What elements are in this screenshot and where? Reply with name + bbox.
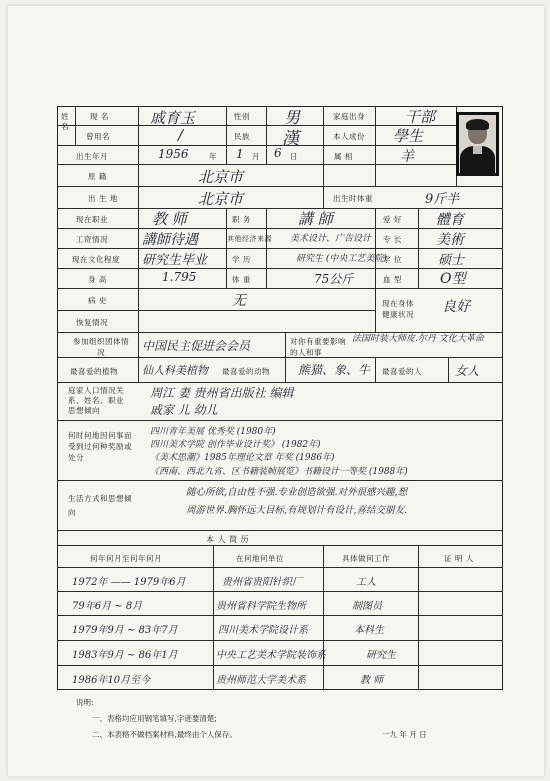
favorite-person-label: 最喜爱的人 [382,367,422,376]
specialty-label: 专 长 [383,235,402,244]
current-name-value: 戚育玉 [150,109,196,127]
salary-value: 講師待遇 [142,232,198,248]
col-divider [375,357,376,382]
row-divider [57,420,503,421]
birth-weight-value: 9斤半 [425,192,460,207]
resume-period: 1979年9月 ~ 83年7月 [72,625,178,636]
resume-col-unit: 在何地何单位 [236,554,284,563]
resume-period: 1983年9月 ~ 86年1月 [72,650,178,661]
month-label: 月 [252,152,260,161]
row-divider [57,591,503,592]
col-divider [75,106,76,145]
degree-label-value: 研究生 (中央工艺美院) [296,254,387,264]
resume-work: 工人 [356,577,376,588]
col-divider [375,288,376,332]
native-place-label: 原 籍 [88,172,107,181]
photo-figure-hair [466,119,489,130]
day-label: 日 [290,152,298,161]
health-label: 现在身体健康状况 [382,299,414,319]
row-divider [57,665,503,666]
portrait-photo [456,112,499,176]
current-name-label: 现 名 [90,112,109,121]
family-line2: 戚家 儿 幼儿 [150,403,218,417]
resume-col-work: 具体做何工作 [342,554,390,563]
col-divider [375,208,376,288]
row-divider [57,545,503,546]
illness-value: 无 [232,293,246,309]
favorite-animal-value: 熊猫、象、牛 [298,363,371,377]
resume-unit: 中央工艺美术学院装饰系 [216,650,326,661]
resume-work: 研究生 [366,650,396,661]
resume-unit: 贵州省科学院生物所 [216,601,306,612]
weight-value: 75公斤 [314,272,354,286]
col-divider [418,545,419,690]
row-divider [57,310,375,311]
resume-unit: 四川美术学院设计系 [218,625,308,636]
resume-unit: 贵州师范大学美术系 [216,675,306,686]
degree-label: 学 位 [383,255,402,264]
resume-work: 制图员 [352,601,382,612]
note-1: 一、表格均应用钢笔填写,字迹要清楚; [92,714,217,723]
lifestyle-line1: 随心所欲,自由性不强.专业创造欲强.对外很感兴趣,想 [186,487,408,498]
recovery-label: 恢复情况 [76,318,108,327]
resume-period: 1986年10月至今 [72,675,151,686]
weight-label: 体 重 [232,275,251,284]
lifestyle-label: 生活方式和思想倾向 [68,494,132,517]
personal-status-value: 學生 [393,127,424,145]
blood-type-value: O型 [440,271,466,287]
birthplace-value: 北京市 [198,190,244,208]
personal-status-label: 本人成份 [333,132,365,141]
col-divider [323,106,324,186]
family-label: 庭家人口情况关系、姓名、职业思想倾向 [68,386,124,415]
resume-period: 1972年 —— 1979年6月 [72,577,186,588]
gender-label: 性别 [234,112,250,121]
col-divider [266,106,267,164]
award-line1: 四川青年美展 优秀奖 (1980年) [150,427,276,437]
signature-date: 一九 年 月 日 [382,730,427,739]
favorite-plant-value: 仙人科美植物 [142,364,208,377]
col-divider [323,545,324,690]
year-label: 年 [209,152,217,161]
notes-heading: 说明: [76,698,94,707]
family-line1: 周江 妻 贵州省出版社 编辑 [150,386,294,400]
blood-type-label: 血 型 [383,275,402,284]
col-divider [226,208,227,288]
organizations-value: 中国民主促进会会员 [142,339,251,353]
education-value: 研究生毕业 [142,253,208,268]
award-line2: 四川美术学院 创作毕业设计奖》 (1982年) [150,440,321,450]
row-divider [57,332,503,333]
height-value: 1.795 [162,270,197,284]
row-divider [57,615,503,616]
birth-date-label: 出生年月 [76,152,108,161]
position-value: 講 師 [298,210,333,228]
ethnicity-label: 民族 [234,132,250,141]
family-origin-value: 干部 [405,108,436,126]
resume-work: 本科生 [354,625,384,636]
resume-work: 教 师 [360,675,384,686]
birth-weight-label: 出生时体重 [333,194,373,203]
resume-period: 79年6月 ~ 8月 [72,601,143,612]
birthplace-label: 出 生 地 [88,194,118,203]
height-label: 身 高 [88,275,107,284]
row-divider [57,164,456,165]
col-divider [448,357,449,382]
former-name-label: 曾用名 [86,132,110,141]
occupation-label: 现在职业 [76,215,108,224]
col-divider [226,106,227,164]
award-line3: 《美术思潮》1985年理论文章 年奖 (1986年) [150,453,335,463]
hobby-value: 體育 [436,212,464,228]
occupation-value: 教 师 [152,210,187,228]
resume-col-period: 何年何月至何年何月 [90,554,162,563]
row-divider [57,530,503,531]
former-name-value: / [178,126,184,144]
note-2: 二、本表格不做档案材料,最终由个人保存。 [92,730,237,739]
specialty-value: 美術 [436,232,464,248]
resume-title: 本 人 简 历 [206,535,250,544]
row-divider [57,186,503,187]
col-divider [266,208,267,288]
influential-value: 法国时装大师皮.尔丹 文化大革命 [352,334,484,344]
education-label: 现在文化程度 [72,255,120,264]
photo-figure-collar [473,146,482,154]
degree-value: 硕士 [438,253,465,268]
favorite-person-value: 女人 [455,364,480,378]
birth-month-value: 1 [236,147,244,161]
health-value: 良好 [442,299,470,315]
col-divider [323,186,324,208]
zodiac-label: 属 相 [334,152,353,161]
salary-label: 工资情况 [76,235,108,244]
row-divider [57,288,503,289]
resume-unit: 贵州省贵阳针织厂 [222,577,302,588]
favorite-plant-label: 最喜爱的植物 [70,367,118,376]
degree-label-label: 学 历 [232,255,251,264]
lifestyle-line2: 周游世界.胸怀远大目标,有规划计有设计,喜结交朋友. [186,505,408,516]
row-divider [57,567,503,568]
gender-value: 男 [284,108,301,127]
ethnicity-value: 漢 [282,129,299,149]
col-divider [213,545,214,690]
col-divider [375,106,376,186]
col-divider [418,208,419,288]
row-divider [57,382,503,383]
award-line4: 《西南、西北九省、区书籍装帧展览》书籍设计一等奖 (1988年) [150,467,408,477]
col-divider [138,106,139,382]
row-divider [57,640,503,641]
awards-label: 何时何地因何事而受到过何种奖励或处分 [68,431,132,462]
birth-year-value: 1956 [158,147,189,161]
hobby-label: 爱 好 [383,215,402,224]
birth-day-value: 6 [274,146,282,160]
illness-label: 病 史 [88,296,107,305]
row-divider [57,480,503,481]
name-group-label: 姓名 [61,112,69,131]
resume-col-witness: 证 明 人 [444,554,474,563]
family-origin-label: 家庭出身 [333,112,365,121]
influential-label: 对你有重要影响的人和事 [290,337,346,357]
favorite-animal-label: 最喜爱的动物 [222,367,270,376]
position-label: 职 务 [232,215,251,224]
other-income-value: 美术设计、广告设计 [290,234,372,244]
other-income-label: 其他经济来源 [227,235,272,243]
organizations-label: 参加组织团体情 况 [73,337,129,357]
col-divider [285,332,286,382]
native-place-value: 北京市 [198,168,244,186]
row-divider [57,268,503,269]
zodiac-value: 羊 [400,149,414,165]
